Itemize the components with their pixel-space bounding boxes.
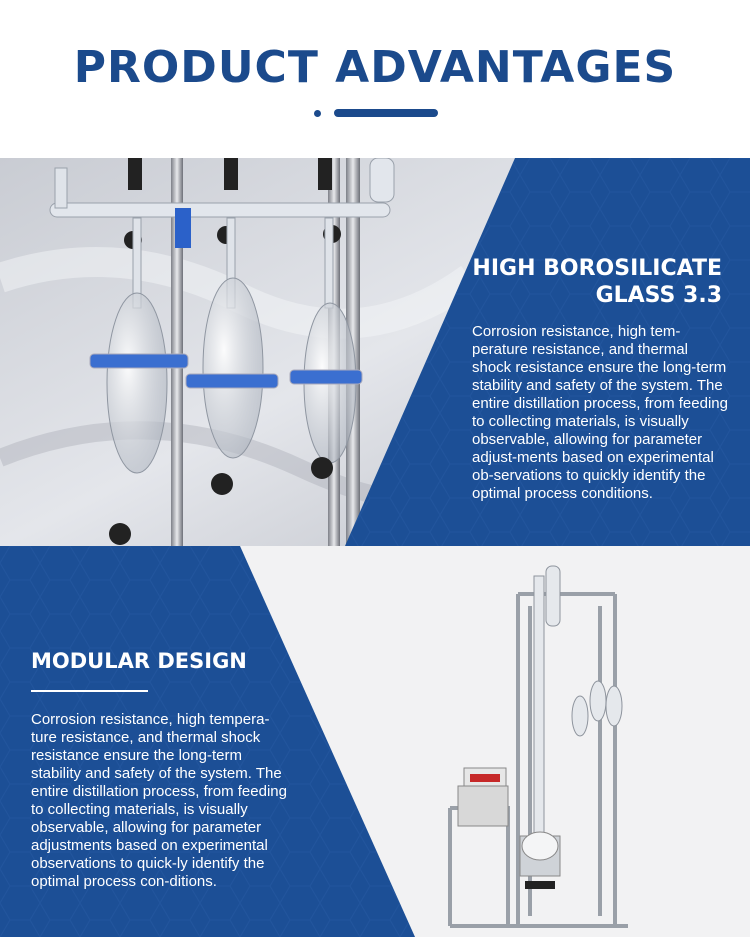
- heading-underline: [31, 690, 148, 692]
- page-title: PRODUCT ADVANTAGES: [73, 42, 677, 93]
- section-glass-heading: [422, 255, 722, 309]
- title-bar-ornament: [334, 109, 438, 117]
- heading-line: GLASS 3.3: [595, 283, 722, 308]
- section-glass: [0, 158, 750, 546]
- section-glass-body: Corrosion resistance, high tem-perature resistance, and thermal shock resistance ensure the long-term stability and safety of the system. The entire distillation process, from feeding to collecting materials, is visually observable, allowing for parameter adjust-ments based on experimental ob-servations to quickly identify the optimal process conditions.: [472, 323, 728, 502]
- section-modular-heading: MODULAR DESIGN: [31, 649, 247, 673]
- header: [0, 0, 750, 158]
- section-modular: [0, 546, 750, 937]
- title-dot-ornament: [314, 110, 321, 117]
- heading-line: HIGH BOROSILICATE: [472, 256, 722, 281]
- section-modular-body: Corrosion resistance, high tempera-ture resistance, and thermal shock resistance ensure the long-term stability and safety of the system. The entire distillation process, from feeding to collecting materials, is visually observable, allowing for parameter adjustments based on experimental observations to quick-ly identify the optimal process con-ditions.: [31, 711, 287, 890]
